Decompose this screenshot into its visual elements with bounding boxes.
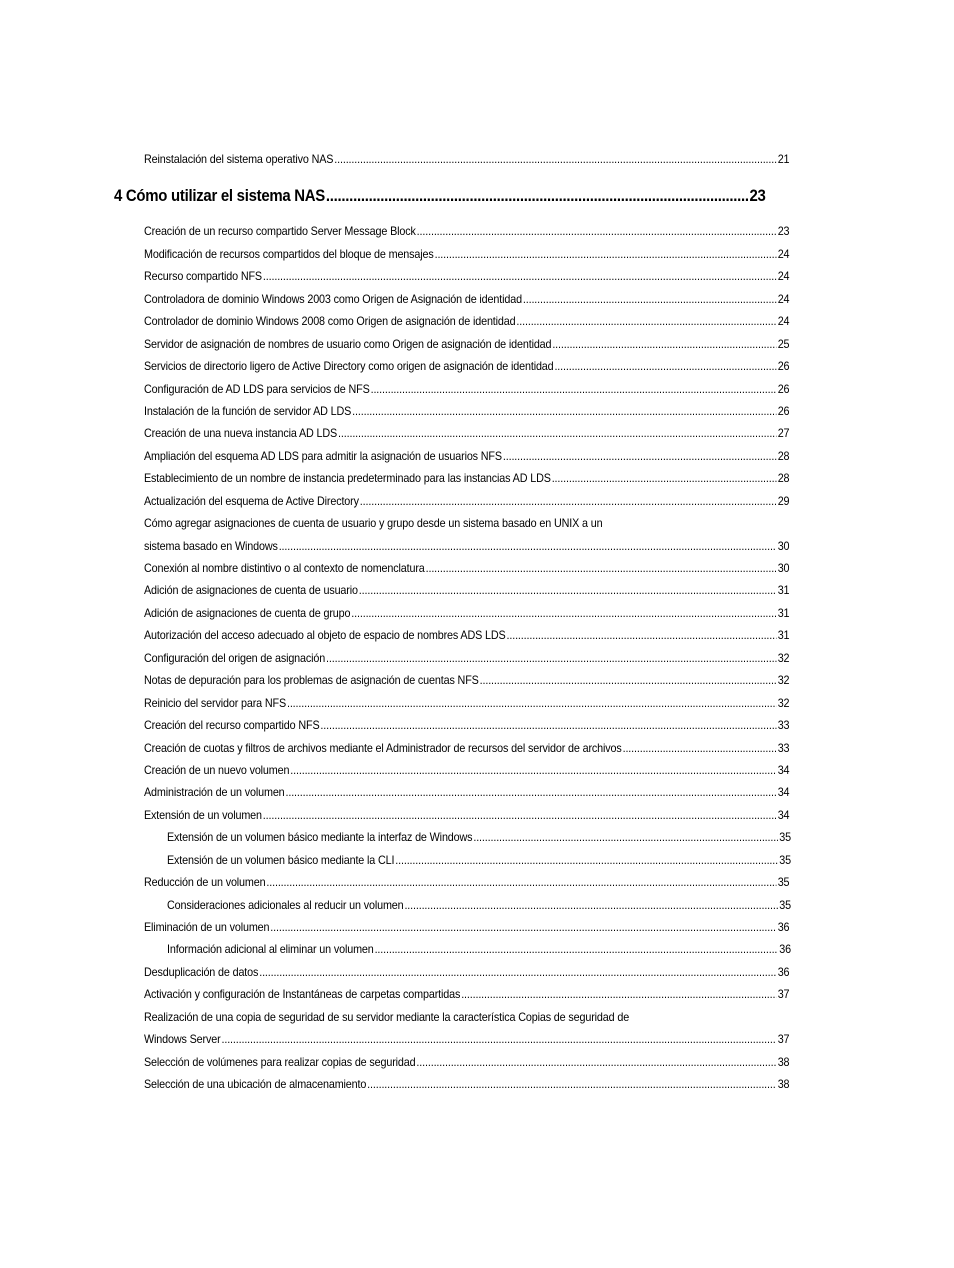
- toc-leader-dots: [221, 1029, 776, 1051]
- toc-entry[interactable]: [144, 423, 789, 445]
- toc-entry-title: Creación de un nuevo volumen: [144, 763, 290, 777]
- toc-entry-page: 33: [777, 741, 790, 755]
- toc-entry-page: 31: [777, 584, 790, 598]
- toc-chapter-page: 23: [749, 186, 766, 206]
- toc-entry-page: 34: [777, 808, 790, 822]
- toc-entry[interactable]: [144, 603, 789, 625]
- toc-entry-title: Realización de una copia de seguridad de su servidor mediante la característica Copias de seguridad de: [144, 1010, 630, 1024]
- toc-entry-page: 32: [777, 651, 790, 665]
- toc-entry-page: 24: [777, 247, 790, 261]
- toc-entry[interactable]: [144, 962, 789, 984]
- toc-entry[interactable]: [144, 580, 789, 602]
- toc-entry[interactable]: [144, 738, 789, 760]
- toc-entry-title: Adición de asignaciones de cuenta de usuario: [144, 584, 358, 598]
- toc-entry-page: 30: [777, 539, 790, 553]
- toc-entry[interactable]: [144, 984, 789, 1006]
- toc-leader-dots: [326, 171, 749, 221]
- toc-entry-title: Creación del recurso compartido NFS: [144, 719, 320, 733]
- toc-leader-dots: [417, 221, 777, 243]
- toc-entry[interactable]: [144, 625, 789, 647]
- toc-entry-page: 26: [777, 404, 790, 418]
- toc-entry-page: 29: [777, 494, 790, 508]
- toc-leader-dots: [359, 580, 777, 602]
- toc-entry-continuation[interactable]: [144, 1029, 789, 1051]
- toc-entry[interactable]: [144, 149, 789, 171]
- toc-entry-title: Notas de depuración para los problemas de asignación de cuentas NFS: [144, 674, 479, 688]
- toc-entry-title: Servidor de asignación de nombres de usuario como Origen de asignación de identidad: [144, 337, 552, 351]
- toc-entry-page: 32: [777, 674, 790, 688]
- toc-entry-page: 33: [777, 719, 790, 733]
- toc-entry-page: 36: [777, 965, 790, 979]
- toc-leader-dots: [371, 379, 777, 401]
- toc-entry[interactable]: [144, 1074, 789, 1096]
- toc-leader-dots: [287, 693, 777, 715]
- toc-entry-page: 34: [777, 786, 790, 800]
- toc-subentry[interactable]: [167, 827, 791, 849]
- toc-entry-page: 28: [777, 449, 790, 463]
- toc-entry[interactable]: [144, 513, 789, 535]
- toc-leader-dots: [259, 962, 777, 984]
- toc-entry[interactable]: [144, 715, 789, 737]
- toc-entry-page: 38: [777, 1078, 790, 1092]
- toc-leader-dots: [404, 895, 778, 917]
- toc-entry-title: Activación y configuración de Instantáneas de carpetas compartidas: [144, 988, 461, 1002]
- toc-leader-dots: [290, 760, 776, 782]
- toc-entry-title: Controladora de dominio Windows 2003 como Origen de Asignación de identidad: [144, 292, 522, 306]
- toc-entry-page: 35: [779, 898, 792, 912]
- toc-leader-dots: [395, 850, 778, 872]
- toc-leader-dots: [503, 446, 777, 468]
- toc-entry-page: 38: [777, 1055, 790, 1069]
- toc-entry-title: Ampliación del esquema AD LDS para admitir la asignación de usuarios NFS: [144, 449, 502, 463]
- toc-entry-title: Autorización del acceso adecuado al objeto de espacio de nombres ADS LDS: [144, 629, 506, 643]
- toc-entry[interactable]: [144, 266, 789, 288]
- toc-entry-page: 35: [779, 853, 792, 867]
- toc-leader-dots: [263, 805, 777, 827]
- toc-entry-title: Configuración de AD LDS para servicios de NFS: [144, 382, 370, 396]
- toc-leader-dots: [435, 244, 777, 266]
- toc-leader-dots: [320, 715, 776, 737]
- toc-entry-page: 37: [777, 1033, 790, 1047]
- toc-entry-page: 24: [777, 292, 790, 306]
- toc-entry[interactable]: [144, 379, 789, 401]
- toc-entry-title: Selección de volúmenes para realizar copias de seguridad: [144, 1055, 416, 1069]
- toc-leader-dots: [279, 536, 777, 558]
- toc-leader-dots: [334, 149, 776, 171]
- toc-entry-page: 23: [777, 225, 790, 239]
- toc-entry[interactable]: [144, 401, 789, 423]
- toc-leader-dots: [338, 423, 777, 445]
- toc-entry-title: Administración de un volumen: [144, 786, 285, 800]
- toc-leader-dots: [623, 738, 777, 760]
- toc-leader-dots: [352, 401, 777, 423]
- toc-entry-title: Extensión de un volumen: [144, 808, 262, 822]
- toc-leader-dots: [473, 827, 778, 849]
- toc-subentry[interactable]: [167, 939, 791, 961]
- toc-entry-page: 27: [777, 427, 790, 441]
- toc-entry-page: 28: [777, 472, 790, 486]
- toc-entry-page: 37: [777, 988, 790, 1002]
- toc-entry[interactable]: [144, 648, 789, 670]
- toc-entry-title: Servicios de directorio ligero de Active Directory como origen de asignación de identidad: [144, 360, 554, 374]
- toc-leader-dots: [480, 670, 777, 692]
- toc-entry-page: 36: [779, 943, 792, 957]
- toc-entry[interactable]: [144, 917, 789, 939]
- toc-entry-page: 21: [777, 153, 790, 166]
- toc-entry-title: Desduplicación de datos: [144, 965, 259, 979]
- toc-entry[interactable]: [144, 872, 789, 894]
- toc-entry-title: Reinstalación del sistema operativo NAS: [144, 153, 334, 166]
- toc-entry-title: Reinicio del servidor para NFS: [144, 696, 287, 710]
- toc-entry-title: Adición de asignaciones de cuenta de grupo: [144, 606, 351, 620]
- toc-entry[interactable]: [144, 782, 789, 804]
- toc-leader-dots: [552, 468, 777, 490]
- toc-entry-list: [0, 221, 954, 1096]
- toc-entry-page: 30: [777, 562, 790, 575]
- toc-entry-page: 26: [777, 382, 790, 396]
- toc-entry[interactable]: [144, 760, 789, 782]
- toc-entry[interactable]: [144, 221, 789, 243]
- toc-entry[interactable]: [144, 805, 789, 827]
- toc-entry[interactable]: [144, 334, 789, 356]
- toc-leader-dots: [367, 1074, 777, 1096]
- toc-entry[interactable]: [144, 468, 789, 490]
- toc-entry-title: Modificación de recursos compartidos del bloque de mensajes: [144, 247, 434, 261]
- toc-entry-page: 26: [777, 360, 790, 374]
- toc-entry-title: Configuración del origen de asignación: [144, 651, 326, 665]
- toc-entry[interactable]: [144, 558, 789, 580]
- toc-entry-page: 24: [777, 270, 790, 284]
- toc-entry-title: Instalación de la función de servidor AD LDS: [144, 404, 352, 418]
- toc-entry[interactable]: [144, 670, 789, 692]
- toc-leader-dots: [285, 782, 776, 804]
- toc-entry-title: Información adicional al eliminar un volumen: [167, 943, 374, 957]
- toc-entry-title: Cómo agregar asignaciones de cuenta de usuario y grupo desde un sistema basado en UNIX a un: [144, 517, 603, 531]
- toc-leader-dots: [326, 648, 777, 670]
- toc-entry[interactable]: [144, 244, 789, 266]
- toc-entry-page: 24: [777, 315, 790, 329]
- toc-entry-title: Recurso compartido NFS: [144, 270, 262, 284]
- toc-entry-title: Consideraciones adicionales al reducir un volumen: [167, 898, 404, 912]
- toc-entry-title-continued: Windows Server: [144, 1033, 221, 1047]
- toc-entry-page: 35: [777, 876, 790, 890]
- toc-leader-dots: [426, 558, 777, 580]
- toc-entry-title: Reducción de un volumen: [144, 876, 266, 890]
- toc-entry-title: Establecimiento de un nombre de instancia predeterminado para las instancias AD LDS: [144, 472, 551, 486]
- toc-entry-title: Eliminación de un volumen: [144, 921, 270, 934]
- toc-entry-page: 34: [777, 763, 790, 777]
- toc-leader-dots: [375, 939, 779, 961]
- toc-chapter-title: 4 Cómo utilizar el sistema NAS: [114, 186, 326, 206]
- toc-entry-title: Controlador de dominio Windows 2008 como Origen de asignación de identidad: [144, 315, 516, 329]
- toc-subentry[interactable]: [167, 895, 791, 917]
- toc-leader-dots: [266, 872, 776, 894]
- toc-entry-title-continued: sistema basado en Windows: [144, 539, 278, 553]
- toc-entry-title: Creación de una nueva instancia AD LDS: [144, 427, 338, 441]
- toc-entry-title: Extensión de un volumen básico mediante la CLI: [167, 853, 395, 867]
- toc-entry[interactable]: [144, 356, 789, 378]
- toc-entry-title: Conexión al nombre distintivo o al contexto de nomenclatura: [144, 562, 425, 575]
- toc-leader-dots: [507, 625, 777, 647]
- toc-entry-title: Actualización del esquema de Active Directory: [144, 494, 359, 508]
- toc-entry-title: Extensión de un volumen básico mediante la interfaz de Windows: [167, 831, 473, 845]
- toc-entry-page: 31: [777, 629, 790, 643]
- toc-entry-page: 25: [777, 337, 790, 351]
- toc-entry-title: Creación de cuotas y filtros de archivos mediante el Administrador de recursos del servidor de archivos: [144, 741, 622, 755]
- toc-chapter-heading[interactable]: [114, 171, 766, 221]
- toc-entry[interactable]: [144, 693, 789, 715]
- toc-leader-dots: [270, 917, 776, 939]
- toc-entry-page: 31: [777, 606, 790, 620]
- table-of-contents: [0, 149, 954, 1097]
- toc-leader-dots: [461, 984, 777, 1006]
- toc-leader-dots: [416, 1052, 776, 1074]
- toc-entry-title: Selección de una ubicación de almacenamiento: [144, 1078, 367, 1092]
- toc-entry-page: 32: [777, 696, 790, 710]
- toc-entry[interactable]: [144, 446, 789, 468]
- toc-leader-dots: [351, 603, 776, 625]
- toc-leader-dots: [554, 356, 776, 378]
- toc-leader-dots: [263, 266, 777, 288]
- toc-leader-dots: [360, 491, 777, 513]
- toc-entry-continuation[interactable]: [144, 536, 789, 558]
- toc-subentry[interactable]: [167, 850, 791, 872]
- toc-entry-title: Creación de un recurso compartido Server Message Block: [144, 225, 416, 239]
- toc-entry[interactable]: [144, 289, 789, 311]
- toc-leader-dots: [552, 334, 776, 356]
- toc-entry[interactable]: [144, 1007, 789, 1029]
- toc-entry-page: 35: [779, 831, 792, 845]
- toc-entry[interactable]: [144, 1052, 789, 1074]
- toc-leader-dots: [516, 311, 776, 333]
- toc-leader-dots: [523, 289, 777, 311]
- toc-entry[interactable]: [144, 311, 789, 333]
- toc-entry-page: 36: [777, 921, 790, 934]
- toc-entry[interactable]: [144, 491, 789, 513]
